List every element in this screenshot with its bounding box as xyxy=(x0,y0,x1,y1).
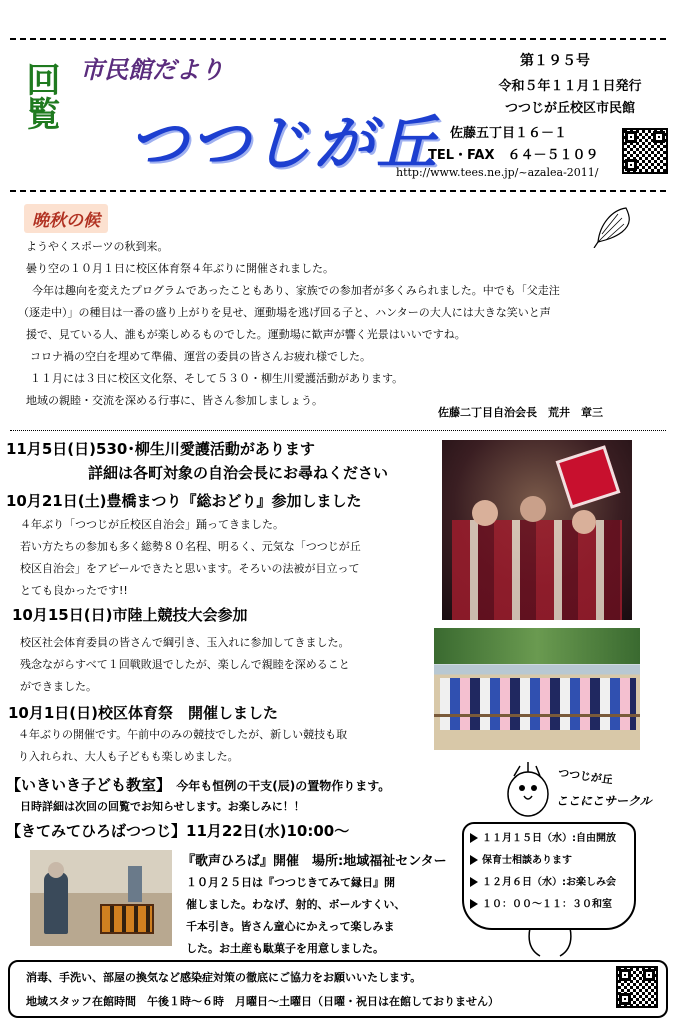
singing-event: 『歌声ひろば』開催 場所:地域福祉センター xyxy=(182,854,447,869)
arrow-icon xyxy=(470,855,478,865)
greeting-signature: 佐藤二丁目自治会長 荒井 章三 xyxy=(438,406,603,419)
greeting-divider xyxy=(10,430,666,431)
news-heading-2: 10月21日(土)豊橋まつり『総おどり』参加しました xyxy=(6,492,362,510)
news-body-3 xyxy=(20,632,430,698)
greeting-line: 地域の親睦・交流を深める行事に、皆さん参加しましょう。 xyxy=(26,394,323,407)
festival-photo xyxy=(442,440,632,620)
top-divider xyxy=(10,38,666,40)
mascot-legs-icon xyxy=(520,928,580,958)
news-line: 校区自治会」をアピールできたと思います。そろいの法被が目立って xyxy=(20,562,360,575)
kairan-label xyxy=(18,62,58,152)
greeting-title: 晩秋の候 xyxy=(24,204,108,233)
news-body-5: 日時詳細は次回の回覧でお知らせします。お楽しみに！！ xyxy=(20,800,305,813)
qr-code-header xyxy=(622,128,668,174)
news-heading-1: 11月5日(日)530･柳生川愛護活動があります xyxy=(6,440,315,458)
issue-number: 第１９５号 xyxy=(520,53,590,69)
dayori-label: 市民館だより xyxy=(80,55,224,84)
newsletter-title: つつじが丘 xyxy=(128,109,438,179)
greeting-line: １１月には３日に校区文化祭、そして５３０・柳生川愛護活動があります。 xyxy=(30,372,404,385)
news-line: 校区社会体育委員の皆さんで綱引き、玉入れに参加してきました。 xyxy=(20,636,350,649)
news-line: り入れられ、大人も子どもも楽しめました。 xyxy=(18,750,239,763)
news-line: 残念ながらすべて１回戦敗退でしたが、楽しんで親睦を深めること xyxy=(20,658,350,671)
tel-fax: TEL・FAX ６４－５１０９ xyxy=(428,148,599,163)
footer-line-2: 地域スタッフ在館時間 午後１時～６時 月曜日～土曜日（日曜・祝日は在館しておりません） xyxy=(26,995,499,1008)
news-line: 千本引き。皆さん童心にかえって楽しみま xyxy=(186,920,395,933)
publisher: つつじが丘校区市民館 xyxy=(504,101,635,116)
arrow-icon xyxy=(470,899,478,909)
arrow-icon xyxy=(470,877,478,887)
news-line: ４年ぶりの開催です。午前中のみの競技でしたが、新しい競技も取 xyxy=(18,728,348,741)
greeting-line: ようやくスポーツの秋到来。 xyxy=(26,240,169,253)
news-heading-4: 10月1日(日)校区体育祭 開催しました xyxy=(8,704,279,722)
news-line: ４年ぶり「つつじが丘校区自治会」踊ってきました。 xyxy=(20,518,284,531)
greeting-line: （逐走中）」の種目は一番の盛り上がりを見せ、運動場を逃げ回る子と、ハンターの大人には大きな笑いと声 xyxy=(18,306,551,319)
news-line: とても良かったです!! xyxy=(20,584,128,597)
event-photo xyxy=(30,850,172,946)
circle-item: １０：００～１１：３０和室 xyxy=(470,894,616,916)
news-line: 若い方たちの参加も多く総勢８０名程、明るく、元気な「つつじが丘 xyxy=(20,540,361,553)
circle-title-2: ここにこサークル xyxy=(556,794,652,808)
news-line: 催しました。わなげ、射的、ボールすくい、 xyxy=(186,898,406,911)
news-line: した。お土産も駄菓子を用意しました。 xyxy=(186,942,384,955)
circle-item: 保育士相談あります xyxy=(470,850,616,872)
news-heading-1b: 詳細は各町対象の自治会長にお尋ねください xyxy=(88,464,389,482)
website-url[interactable]: http://www.tees.ne.jp/~azalea-2011/ xyxy=(396,166,599,179)
news-body-4 xyxy=(18,724,438,768)
greeting-line: コロナ禍の空白を埋めて準備、運営の委員の皆さんお疲れ様でした。 xyxy=(30,350,371,363)
tug-of-war-photo xyxy=(434,628,640,750)
bird-mascot-icon xyxy=(500,760,556,820)
qr-code-footer xyxy=(616,966,658,1008)
kids-class-text: 今年も恒例の干支(辰)の置物作ります。 xyxy=(176,779,391,793)
greeting-body xyxy=(18,236,656,412)
address: 佐藤五丁目１６－１ xyxy=(450,126,568,141)
circle-item: １１月１５日（水）:自由開放 xyxy=(470,828,616,850)
circle-list xyxy=(470,828,616,916)
news-line: １０月２５日は『つつじきてみて縁日』開 xyxy=(186,876,395,889)
news-body-2 xyxy=(20,514,440,602)
greeting-line: 今年は趣向を変えたプログラムであったこともあり、家族での参加者が多くみられました。中でも「父走注 xyxy=(32,284,560,297)
greeting-line: 曇り空の１０月１日に校区体育祭４年ぶりに開催されました。 xyxy=(26,262,334,275)
footer-line-1: 消毒、手洗い、部屋の換気など感染症対策の徹底にご協力をお願いいたします。 xyxy=(26,971,422,984)
news-line: ができました。 xyxy=(20,680,97,693)
issue-date: 令和５年１１月１日発行 xyxy=(498,79,642,94)
kids-class-label: 【いきいき子ども教室】 xyxy=(6,776,172,794)
news-heading-5 xyxy=(6,774,390,797)
news-heading-6: 【きてみてひろばつつじ】11月22日(水)10:00～ xyxy=(6,822,350,840)
header-divider xyxy=(10,190,666,192)
news-body-6 xyxy=(186,872,446,960)
circle-title-1: つつじが丘 xyxy=(557,766,614,787)
circle-item: １２月６日（水）:お楽しみ会 xyxy=(470,872,616,894)
greeting-line: 援で、見ている人、誰もが楽しめるものでした。運動場に歓声が響く光景はいいですね。 xyxy=(26,328,466,341)
kairan-text: 回覧 xyxy=(20,62,60,130)
arrow-icon xyxy=(470,833,478,843)
news-heading-3: 10月15日(日)市陸上競技大会参加 xyxy=(12,606,248,624)
footer-text xyxy=(26,966,499,1014)
